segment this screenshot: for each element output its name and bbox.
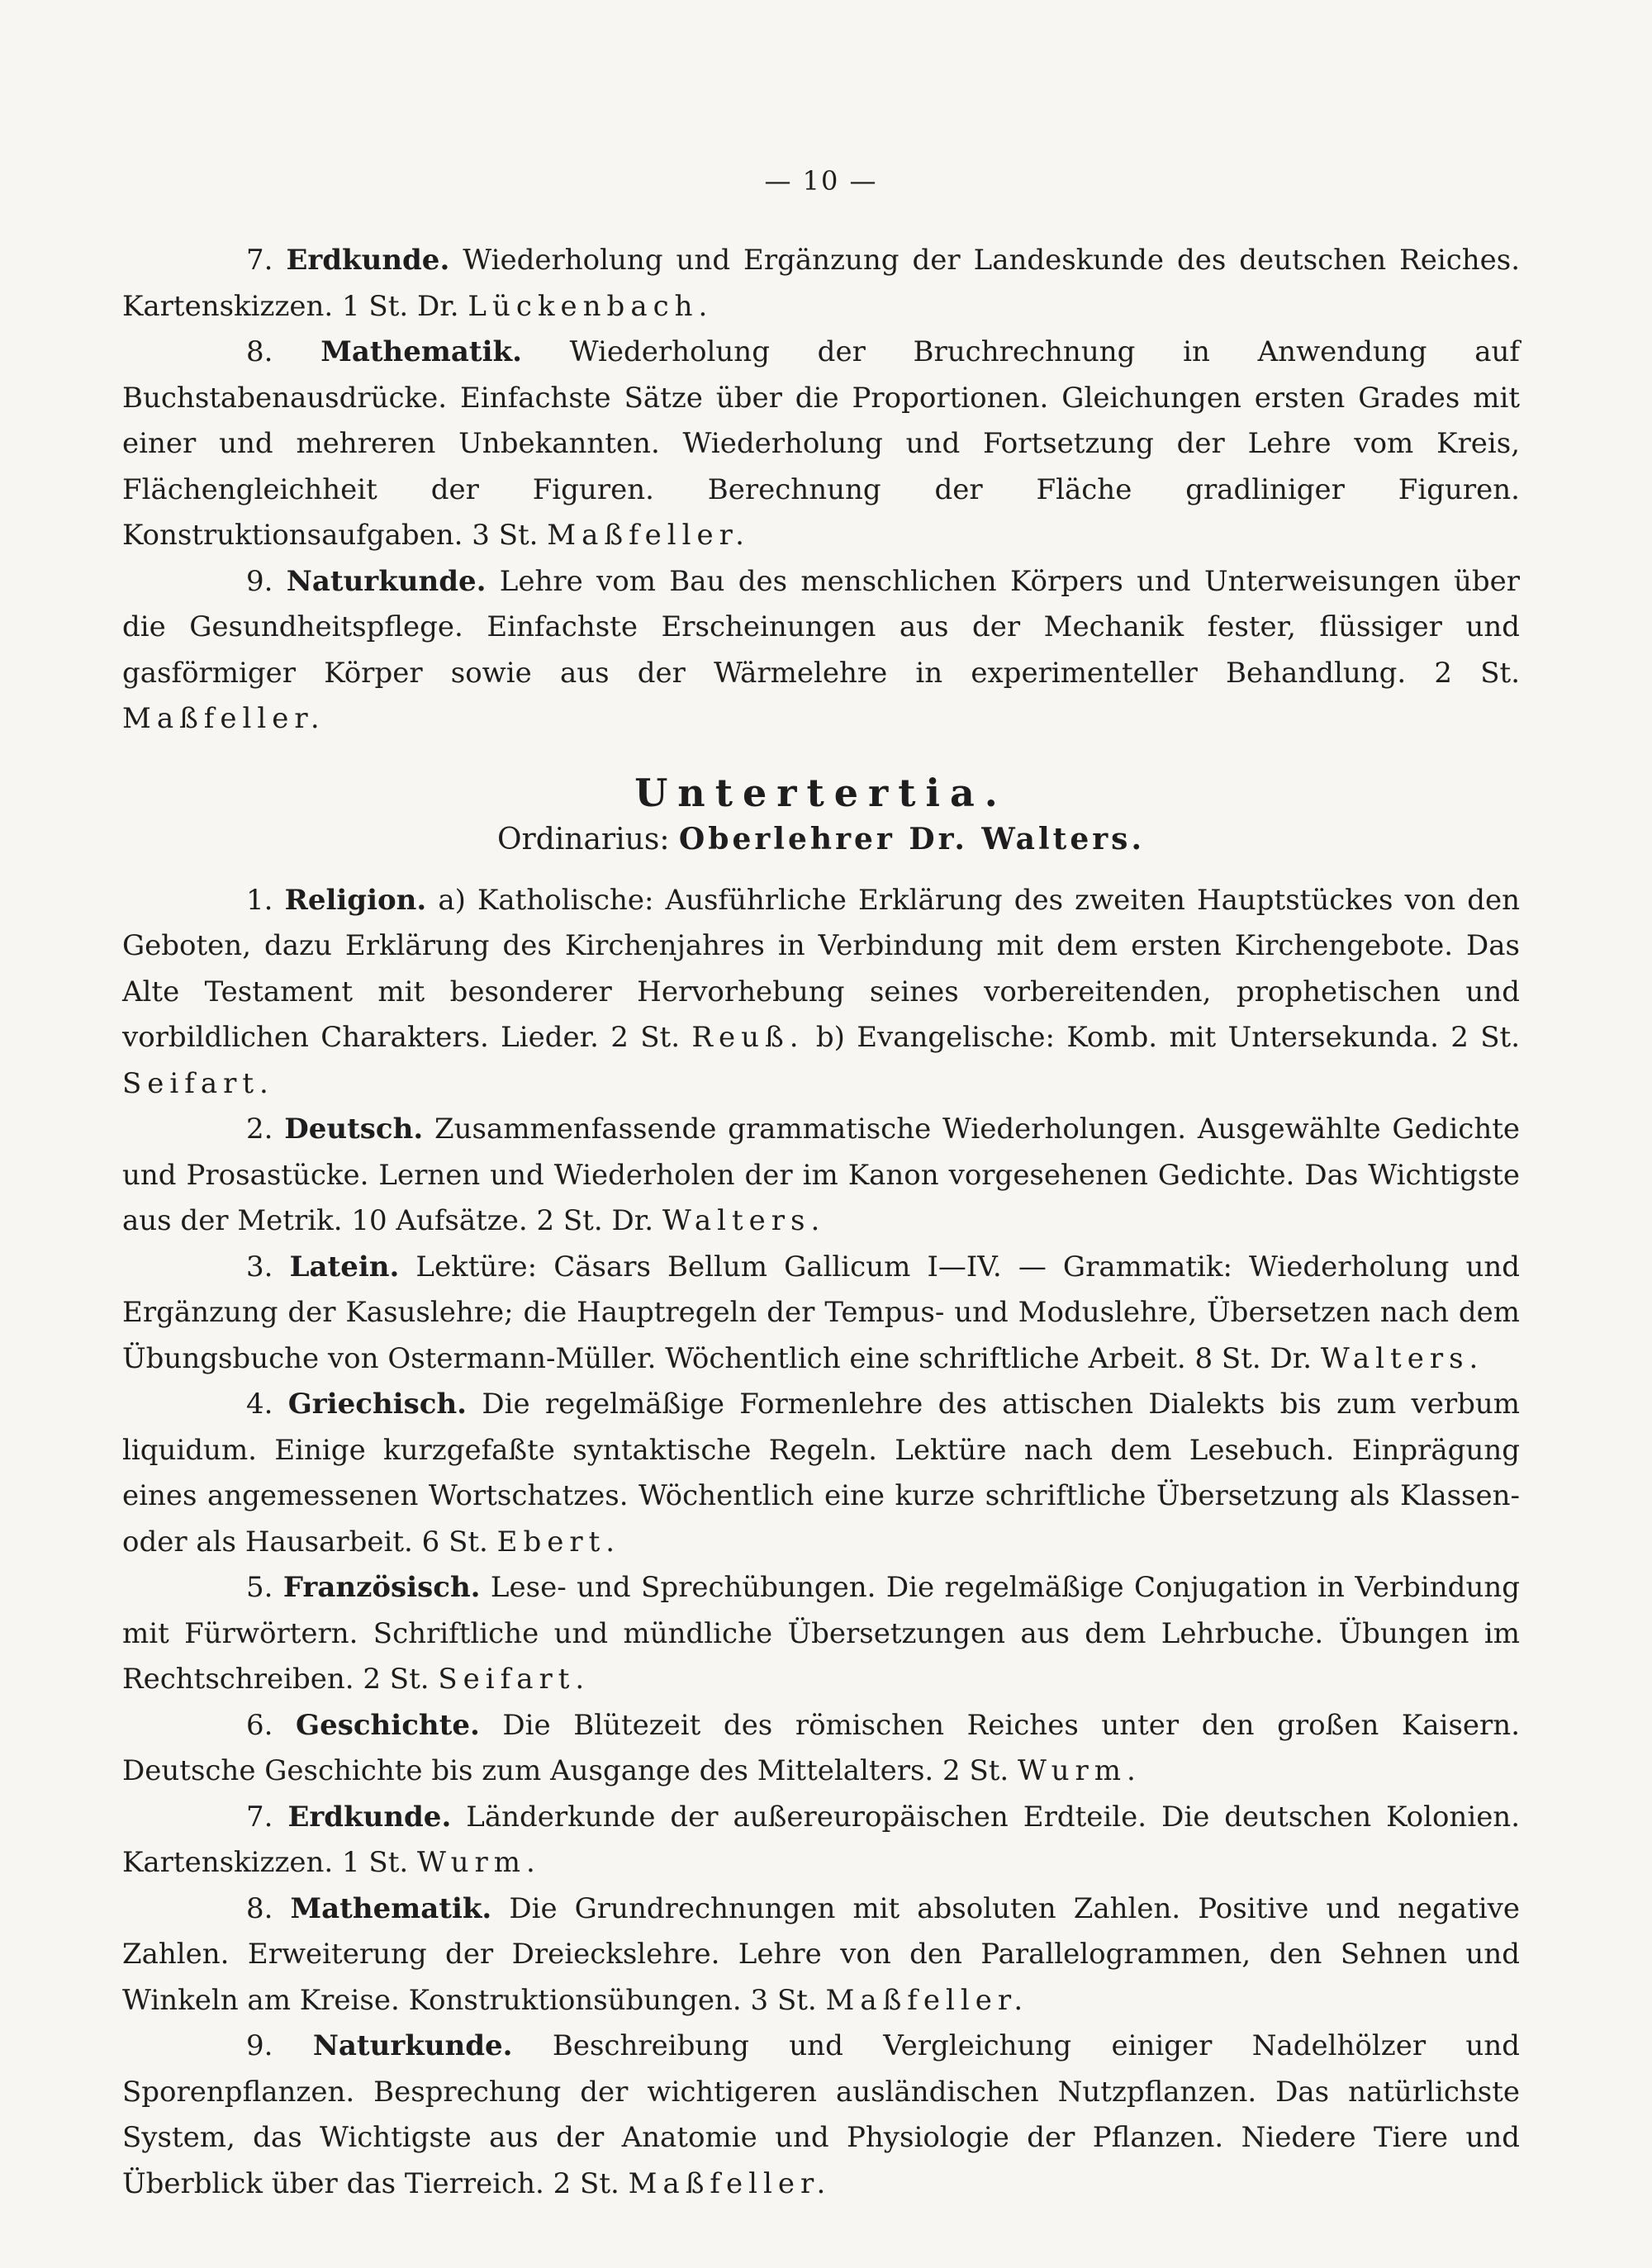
subject-paragraph: 2. Deutsch. Zusammenfassende grammatische Wiederholungen. Ausgewählte Gedichte und Prosastücke. Lernen und Wiederholen der im Kanon vorgesehenen Gedichte. Das Wichtigste aus der Metrik. 10 Aufsätze. 2 St. Dr. Walters. [122, 1113, 1520, 1237]
teacher-name: Walters. [662, 1204, 826, 1237]
teacher-title: Dr. [417, 289, 459, 323]
subject-text: Die Grundrechnungen mit absoluten Zahlen. Positive und negative Zahlen. Erweiterung der Dreieckslehre. Lehre von den Parallelogrammen, den Sehnen und Winkeln am Kreise. Konstruktionsübungen. 3 St. [122, 1891, 1521, 2017]
teacher-name: Maßfeller. [122, 702, 325, 735]
subject-paragraph: 8. Mathematik. Die Grundrechnungen mit absoluten Zahlen. Positive und negative Zahlen. Erweiterung der Dreieckslehre. Lehre von den Parallelogrammen, den Sehnen und Winkeln am Kreise. Konstruktionsübungen. 3 St. Maßfeller. [122, 1891, 1521, 2017]
teacher-name: Lückenbach. [468, 289, 714, 323]
teacher-name: Walters. [1320, 1341, 1484, 1375]
subject-paragraph: 4. Griechisch. Die regelmäßige Formenlehre des attischen Dialekts bis zum verbum liquidum. Einige kurzgefaßte syntaktische Regeln. Lektüre nach dem Lesebuch. Einprägung eines angemessenen Wortschatzes. Wöchentlich eine kurze schriftliche Übersetzung als Klassen- oder als Hausarbeit. 6 St. Ebert. [122, 1388, 1521, 1559]
ordinarius-line [122, 822, 1520, 856]
teacher-name: Seifart. [122, 1066, 274, 1100]
subject-name: Mathematik. [290, 1891, 492, 1925]
subject-text: Lehre vom Bau des menschlichen Körpers und Unterweisungen über die Gesundheitspflege. Einfachste Erscheinungen aus der Mechanik fester, flüssiger und gasförmiger Körper sowie aus der Wärmelehre in experimenteller Behandlung. 2 St. [122, 564, 1521, 690]
teacher-name: Maßfeller. [825, 1983, 1029, 2017]
teacher-name: Reuß. [691, 1021, 805, 1054]
subject-paragraph: 7. Erdkunde. Länderkunde der außereuropäischen Erdteile. Die deutschen Kolonien. Kartenskizzen. 1 St. Wurm. [122, 1800, 1521, 1879]
subject-text: Beschreibung und Vergleichung einiger Nadelhölzer und Sporenpflanzen. Besprechung der wichtigeren ausländischen Nutzpflanzen. Das natürlichste System, das Wichtigste aus der Anatomie und Physiologie der Pflanzen. Niedere Tiere und Überblick über das Tierreich. 2 St. [122, 2029, 1520, 2200]
teacher-name: Maßfeller. [547, 519, 750, 552]
subject-text: Zusammenfassende grammatische Wiederholungen. Ausgewählte Gedichte und Prosastücke. Lernen und Wiederholen der im Kanon vorgesehenen Gedichte. Das Wichtigste aus der Metrik. 10 Aufsätze. 2 St. [122, 1113, 1520, 1237]
subject-name: Erdkunde. [287, 1800, 452, 1834]
subject-name: Geschichte. [296, 1708, 480, 1742]
teacher-name: Maßfeller. [628, 2166, 832, 2200]
subject-text: Lese- und Sprechübungen. Die regelmäßige Conjugation in Verbindung mit Fürwörtern. Schriftliche und mündliche Übersetzungen aus dem Lehrbuche. Übungen im Rechtschreiben. 2 St. [122, 1571, 1520, 1696]
subject-name: Deutsch. [284, 1113, 424, 1146]
subject-paragraph: 8. Mathematik. Wiederholung der Bruchrechnung in Anwendung auf Buchstabenausdrücke. Einfachste Sätze über die Proportionen. Gleichungen ersten Grades mit einer und mehreren Unbekannten. Wiederholung und Fortsetzung der Lehre vom Kreis, Flächengleichheit der Figuren. Berechnung der Fläche gradliniger Figuren. Konstruktionsaufgaben. 3 St. Maßfeller. [122, 335, 1520, 552]
subject-name: Französisch. [282, 1571, 481, 1604]
section-title: Untertertia. [634, 770, 1008, 815]
ordinarius-name: Oberlehrer Dr. Walters. [678, 821, 1145, 856]
subject-text: Lektüre: Cäsars Bellum Gallicum I—IV. — Grammatik: Wiederholung und Ergänzung der Kasuslehre; die Hauptregeln der Tempus- und Moduslehre, Übersetzen nach dem Übungsbuche von Ostermann-Müller. Wöchentlich eine schriftliche Arbeit. 8 St. [122, 1250, 1521, 1375]
teacher-name: Seifart. [438, 1663, 591, 1696]
teacher-title: Dr. [1270, 1341, 1313, 1375]
subject-name: Griechisch. [287, 1388, 468, 1421]
subject-paragraph: 9. Naturkunde. Lehre vom Bau des menschlichen Körpers und Unterweisungen über die Gesundheitspflege. Einfachste Erscheinungen aus der Mechanik fester, flüssiger und gasförmiger Körper sowie aus der Wärmelehre in experimenteller Behandlung. 2 St. Maßfeller. [122, 564, 1521, 735]
subject-paragraph: 9. Naturkunde. Beschreibung und Vergleichung einiger Nadelhölzer und Sporenpflanzen. Besprechung der wichtigeren ausländischen Nutzpflanzen. Das natürlichste System, das Wichtigste aus der Anatomie und Physiologie der Pflanzen. Niedere Tiere und Überblick über das Tierreich. 2 St. Maßfeller. [122, 2029, 1520, 2200]
page-number: — 10 — [764, 165, 878, 197]
subject-text: Länderkunde der außereuropäischen Erdteile. Die deutschen Kolonien. Kartenskizzen. 1 St. [122, 1800, 1521, 1879]
teacher-title: Dr. [611, 1204, 654, 1237]
teacher-name: Wurm. [417, 1846, 541, 1879]
subject-text: Wiederholung der Bruchrechnung in Anwendung auf Buchstabenausdrücke. Einfachste Sätze über die Proportionen. Gleichungen ersten Grades mit einer und mehreren Unbekannten. Wiederholung und Fortsetzung der Lehre vom Kreis, Flächengleichheit der Figuren. Berechnung der Fläche gradliniger Figuren. Konstruktionsaufgaben. 3 St. [122, 335, 1520, 552]
ordinarius-label: Ordinarius: [497, 822, 670, 856]
subject-text: Die Blütezeit des römischen Reiches unter den großen Kaisern. Deutsche Geschichte bis zum Ausgange des Mittelalters. 2 St. [122, 1708, 1521, 1787]
teacher-name: Wurm. [1018, 1754, 1142, 1787]
subject-text: a) Katholische: Ausführliche Erklärung des zweiten Hauptstückes von den Geboten, dazu Erklärung des Kirchenjahres in Verbindung mit dem ersten Kirchengebote. Das Alte Testament mit besonderer Hervorhebung seines vorbereitenden, prophetischen und vorbildlichen Charakters. Lieder. 2 St. [122, 883, 1521, 1054]
subject-name: Latein. [289, 1250, 400, 1283]
subject-name: Naturkunde. [312, 2029, 513, 2062]
subject-paragraph: 5. Französisch. Lese- und Sprechübungen. Die regelmäßige Conjugation in Verbindung mit Fürwörtern. Schriftliche und mündliche Übersetzungen aus dem Lehrbuche. Übungen im Rechtschreiben. 2 St. Seifart. [122, 1571, 1520, 1696]
subject-name: Mathematik. [320, 335, 522, 368]
subject-name: Religion. [284, 883, 427, 917]
subject-text: Wiederholung und Ergänzung der Landeskunde des deutschen Reiches. Kartenskizzen. 1 St. [122, 244, 1521, 323]
subject-paragraph: 6. Geschichte. Die Blütezeit des römischen Reiches unter den großen Kaisern. Deutsche Geschichte bis zum Ausgange des Mittelalters. 2 St. Wurm. [122, 1708, 1521, 1787]
subject-text: b) Evangelische: Komb. mit Untersekunda. 2 St. [815, 1021, 1521, 1054]
subject-paragraph: 1. Religion. a) Katholische: Ausführliche Erklärung des zweiten Hauptstückes von den Geboten, dazu Erklärung des Kirchenjahres in Verbindung mit dem ersten Kirchengebote. Das Alte Testament mit besonderer Hervorhebung seines vorbereitenden, prophetischen und vorbildlichen Charakters. Lieder. 2 St. Reuß. b) Evangelische: Komb. mit Untersekunda. 2 St. Seifart. [122, 883, 1521, 1100]
subject-name: Erdkunde. [286, 244, 450, 277]
teacher-name: Ebert. [496, 1525, 621, 1559]
subject-paragraph: 7. Erdkunde. Wiederholung und Ergänzung der Landeskunde des deutschen Reiches. Kartenskizzen. 1 St. Dr. Lückenbach. [122, 244, 1521, 323]
subject-paragraph: 3. Latein. Lektüre: Cäsars Bellum Gallicum I—IV. — Grammatik: Wiederholung und Ergänzung der Kasuslehre; die Hauptregeln der Tempus- und Moduslehre, Übersetzen nach dem Übungsbuche von Ostermann-Müller. Wöchentlich eine schriftliche Arbeit. 8 St. Dr. Walters. [122, 1250, 1521, 1375]
subject-text: Die regelmäßige Formenlehre des attischen Dialekts bis zum verbum liquidum. Einige kurzgefaßte syntaktische Regeln. Lektüre nach dem Lesebuch. Einprägung eines angemessenen Wortschatzes. Wöchentlich eine kurze schriftliche Übersetzung als Klassen- oder als Hausarbeit. 6 St. [122, 1388, 1521, 1559]
subject-name: Naturkunde. [286, 564, 487, 598]
